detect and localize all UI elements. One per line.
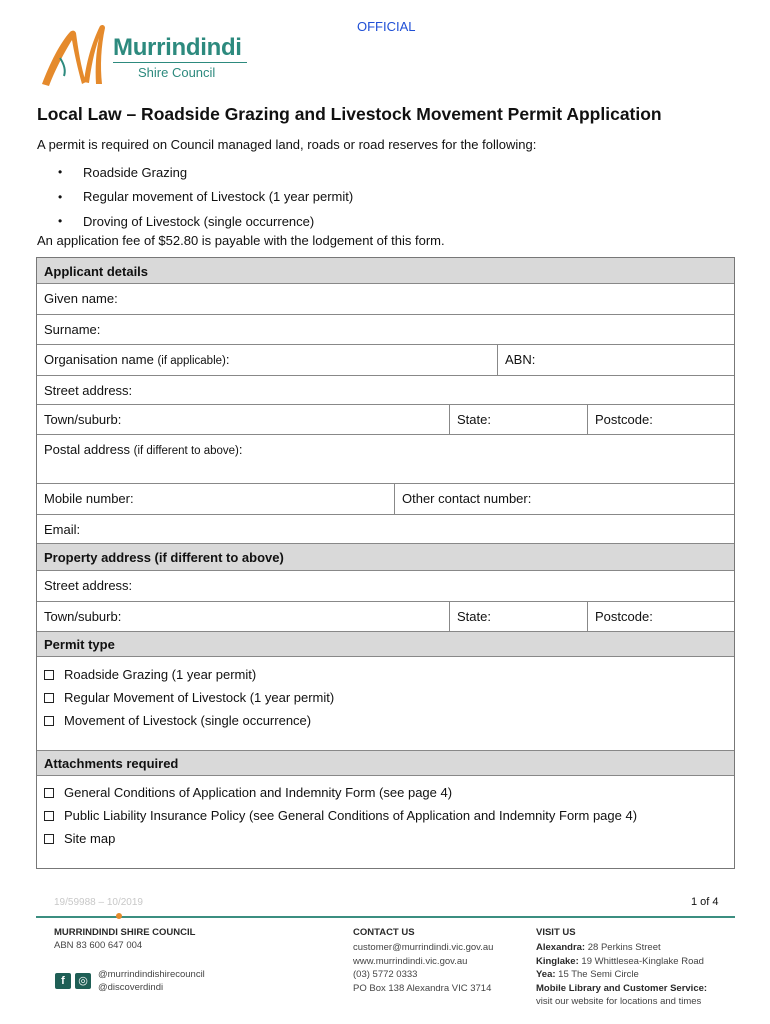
given-name-field[interactable]: Given name: (37, 284, 734, 315)
town-suburb-field[interactable]: Town/suburb: (44, 412, 122, 427)
footer-accent-dot (116, 913, 122, 919)
visit-locations (536, 941, 707, 1009)
checkbox[interactable] (44, 670, 54, 680)
postcode-field[interactable]: Postcode: (587, 405, 734, 434)
permit-option-regular-movement[interactable]: Regular Movement of Livestock (1 year permit) (44, 686, 334, 709)
property-street-field[interactable]: Street address: (37, 571, 734, 602)
permit-option-single-movement[interactable]: Movement of Livestock (single occurrence) (44, 709, 334, 732)
property-town-field[interactable]: Town/suburb: (44, 609, 122, 624)
org-abn-row (37, 345, 734, 376)
visit-note: visit our website for locations and times (536, 996, 702, 1007)
visit-yea: Yea: 15 The Semi Circle (536, 969, 639, 980)
list-item: • Roadside Grazing (58, 164, 188, 180)
section-header-attachments: Attachments required (37, 751, 734, 776)
attachment-indemnity-form[interactable]: General Conditions of Application and Indemnity Form (see page 4) (44, 781, 637, 804)
checkbox[interactable] (44, 811, 54, 821)
contact-row (37, 484, 734, 515)
street-address-field[interactable]: Street address: (37, 376, 734, 405)
contact-email[interactable]: customer@murrindindi.vic.gov.au (353, 942, 494, 953)
other-contact-field[interactable]: Other contact number: (394, 484, 734, 514)
visit-kinglake: Kinglake: 19 Whittlesea-Kinglake Road (536, 955, 704, 967)
checkbox[interactable] (44, 716, 54, 726)
property-town-row (37, 602, 734, 632)
attachment-options (37, 776, 734, 870)
checkbox[interactable] (44, 693, 54, 703)
social-handle-instagram: @discoverdindi (98, 982, 164, 993)
council-logo-icon (38, 18, 110, 90)
classification-label: OFFICIAL (357, 19, 416, 34)
page-number: 1 of 4 (691, 896, 719, 908)
list-item: • Droving of Livestock (single occurrence) (58, 213, 315, 229)
application-form (36, 257, 735, 869)
contact-details (353, 941, 493, 995)
permit-type-options (37, 657, 734, 751)
footer-divider (36, 916, 735, 918)
visit-alexandra: Alexandra: 28 Perkins Street (536, 942, 661, 953)
document-reference: 19/59988 – 10/2019 (54, 897, 143, 908)
checkbox[interactable] (44, 834, 54, 844)
contact-website[interactable]: www.murrindindi.vic.gov.au (353, 955, 468, 967)
property-postcode-field[interactable]: Postcode: (587, 602, 734, 631)
facebook-icon[interactable]: f (55, 973, 71, 989)
contact-phone: (03) 5772 0333 (353, 969, 418, 980)
organisation-name-field[interactable]: Organisation name (if applicable): (44, 352, 230, 367)
footer-abn: ABN 83 600 647 004 (54, 940, 143, 951)
logo-name: Murrindindi (113, 34, 242, 61)
intro-text: A permit is required on Council managed land, roads or road reserves for the following: (37, 137, 537, 152)
visit-mobile-library: Mobile Library and Customer Service: (536, 982, 708, 994)
abn-field[interactable]: ABN: (497, 345, 734, 375)
logo-rule (113, 62, 247, 63)
town-state-postcode-row (37, 405, 734, 435)
checkbox[interactable] (44, 788, 54, 798)
page-title: Local Law – Roadside Grazing and Livestock Movement Permit Application (37, 104, 662, 124)
attachment-liability-insurance[interactable]: Public Liability Insurance Policy (see General Conditions of Application and Indemnity Form page 4) (44, 804, 637, 827)
section-header-property: Property address (if different to above) (37, 544, 734, 571)
attachment-site-map[interactable]: Site map (44, 827, 637, 850)
visit-us-title: VISIT US (536, 927, 576, 938)
fee-text: An application fee of $52.80 is payable with the lodgement of this form. (37, 233, 445, 248)
mobile-number-field[interactable]: Mobile number: (44, 491, 134, 506)
contact-us-title: CONTACT US (353, 927, 415, 938)
section-header-applicant: Applicant details (37, 258, 734, 284)
section-header-permit-type: Permit type (37, 632, 734, 657)
state-field[interactable]: State: (449, 405, 587, 434)
property-state-field[interactable]: State: (449, 602, 587, 631)
footer-council-name: MURRINDINDI SHIRE COUNCIL (54, 927, 196, 938)
postal-address-field[interactable]: Postal address (if different to above): (37, 435, 734, 484)
email-field[interactable]: Email: (37, 515, 734, 544)
bullet-list (58, 160, 353, 234)
list-item: • Regular movement of Livestock (1 year permit) (58, 189, 354, 205)
surname-field[interactable]: Surname: (37, 315, 734, 345)
permit-option-roadside-grazing[interactable]: Roadside Grazing (1 year permit) (44, 663, 334, 686)
logo-subtitle: Shire Council (138, 65, 216, 80)
instagram-icon[interactable]: ◎ (75, 973, 91, 989)
social-handle-facebook: @murrindindishirecouncil (98, 969, 205, 980)
contact-postal: PO Box 138 Alexandra VIC 3714 (353, 982, 492, 994)
